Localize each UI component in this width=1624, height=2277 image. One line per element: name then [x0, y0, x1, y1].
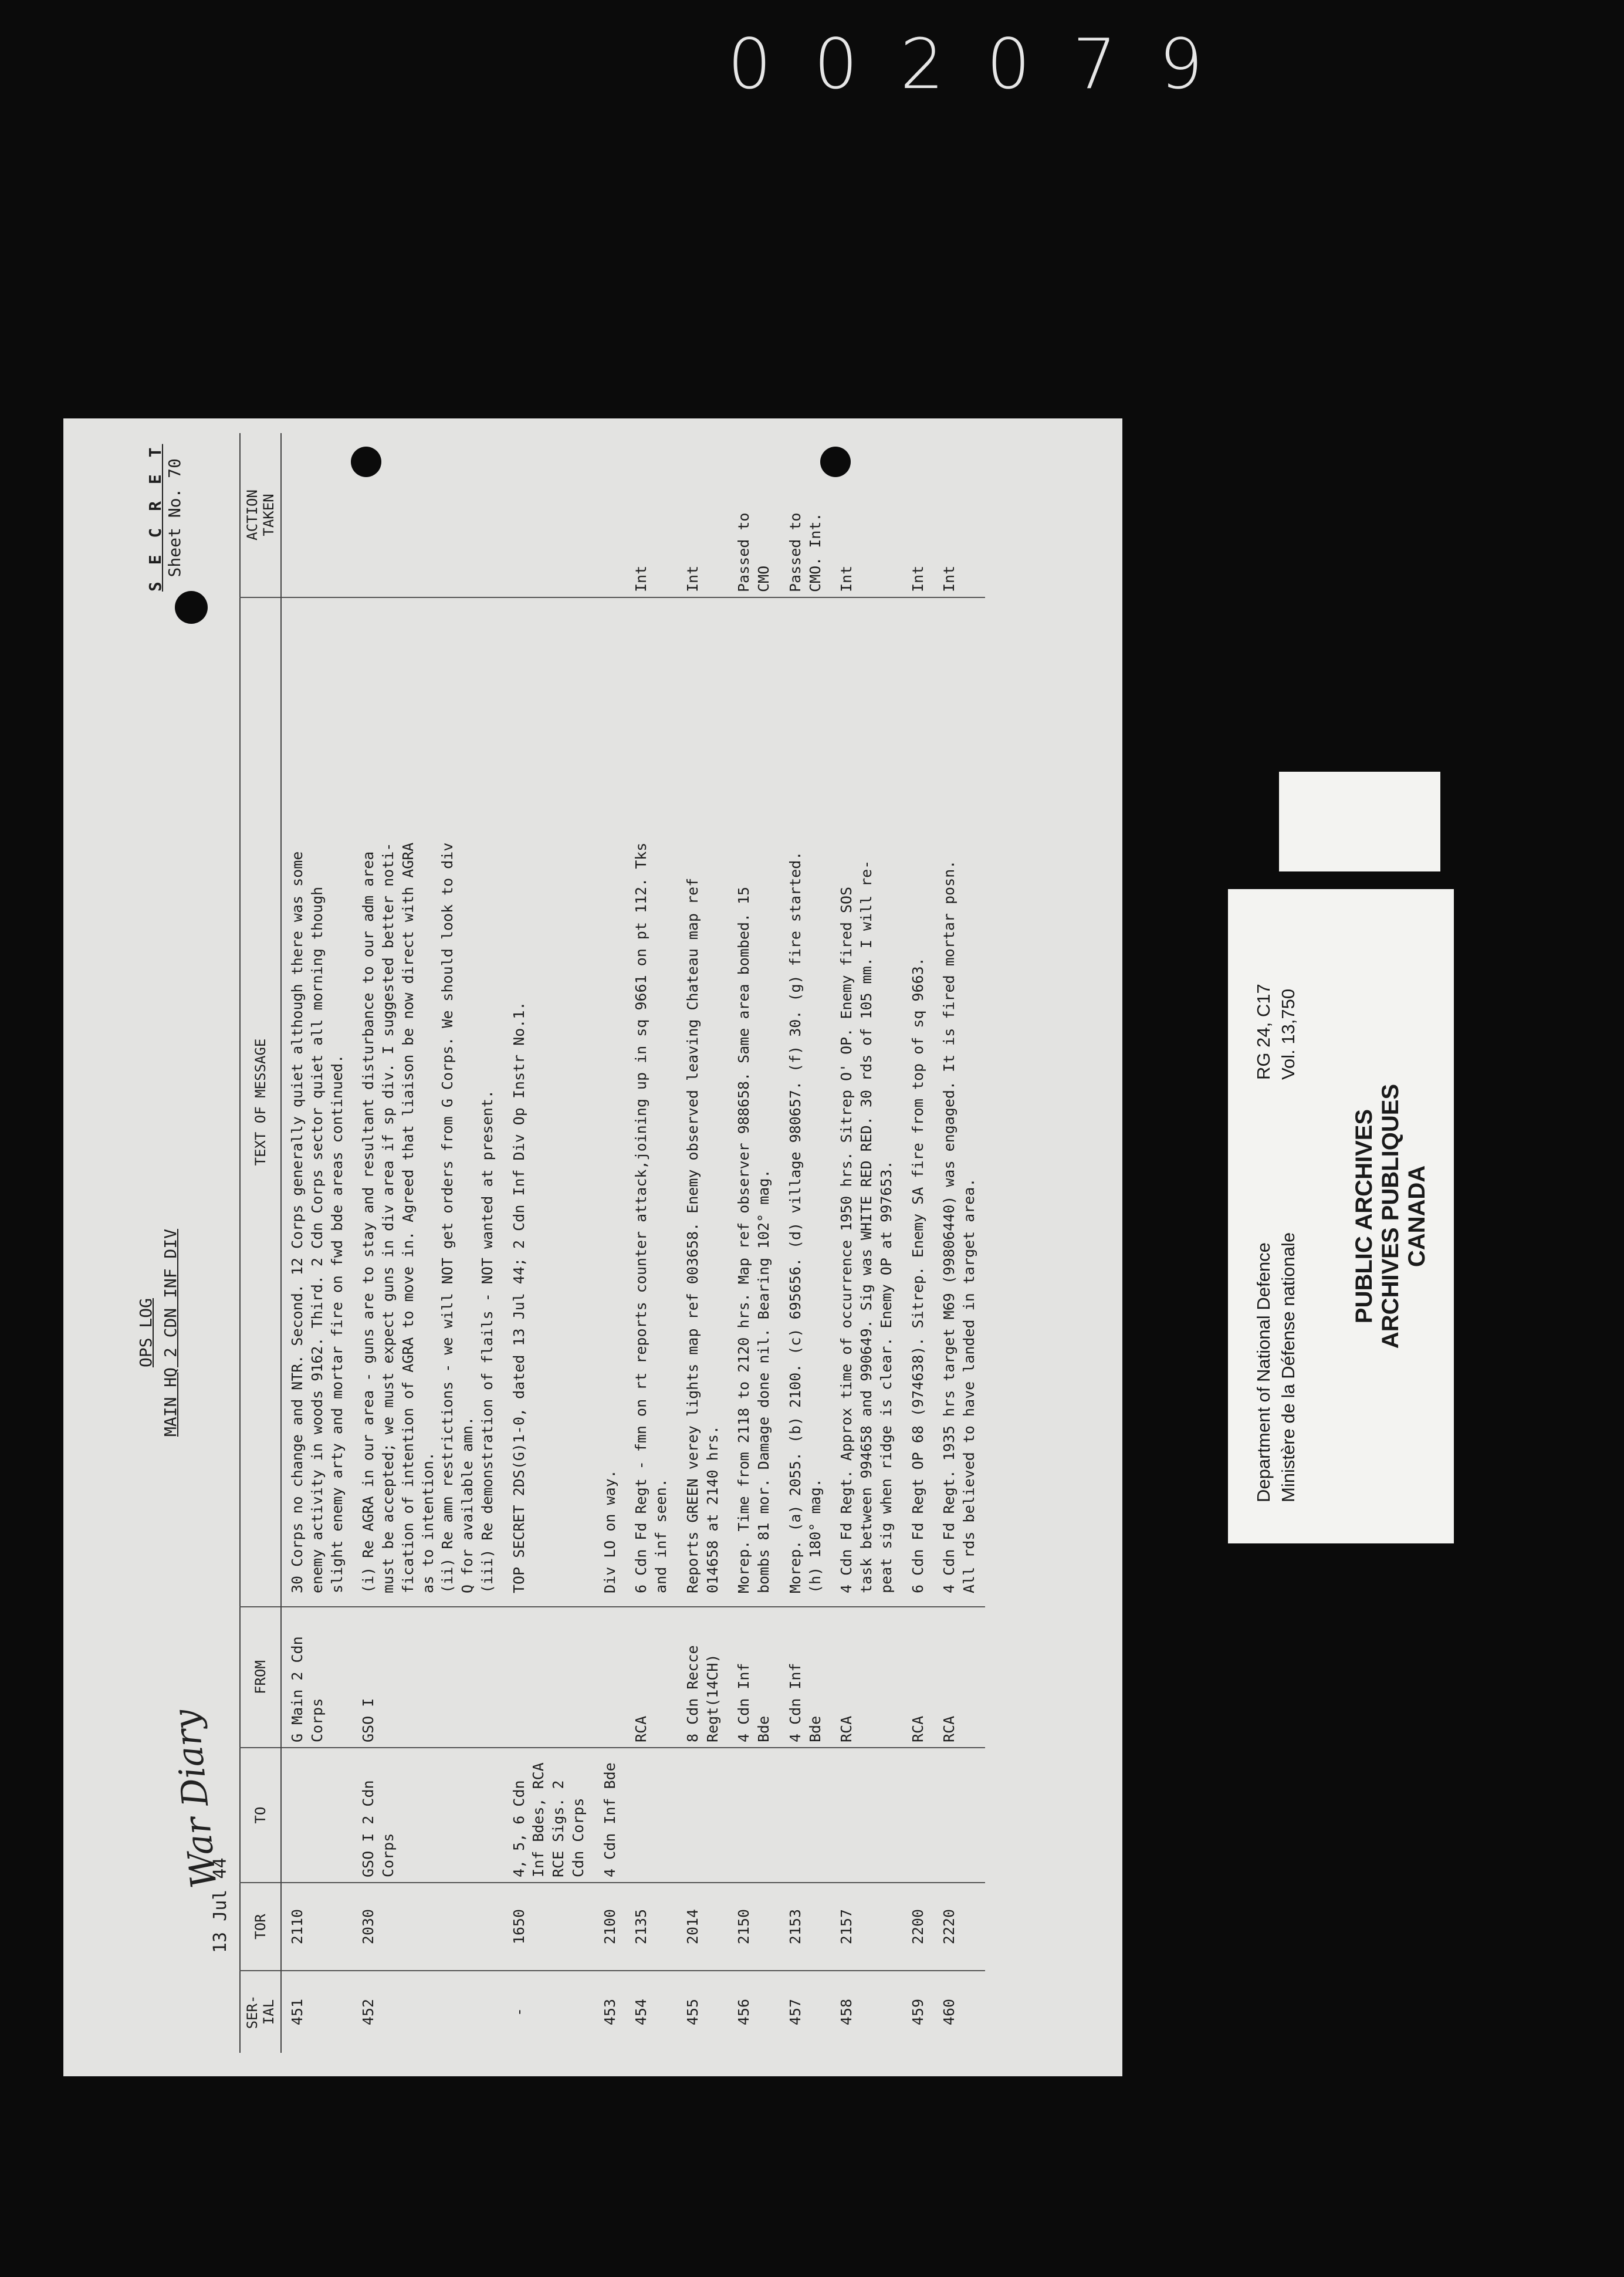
- cell-to: [625, 1748, 677, 1883]
- cell-tor: 1650: [503, 1883, 594, 1971]
- cell-tor: 2030: [353, 1883, 503, 1971]
- cell-from: 4 Cdn Inf Bde: [780, 1607, 831, 1748]
- ops-log-body: [281, 433, 985, 2053]
- cell-action: Int: [838, 565, 855, 592]
- cell-from: RCA: [625, 1607, 677, 1748]
- cell-from: [503, 1607, 594, 1748]
- log-date: 13 Jul 44: [210, 1857, 231, 1953]
- table-row: [503, 433, 594, 2053]
- cell-serial: 454: [625, 1971, 677, 2053]
- cell-action: Int: [940, 565, 958, 592]
- archive-reference: [1251, 984, 1301, 1080]
- cell-to: [281, 1748, 353, 1883]
- cell-message: 6 Cdn Fd Regt - fmn on rt reports counter attack,joining up in sq 9661 on pt 112. Tks and inf seen.: [625, 597, 677, 1607]
- cell-tor: 2150: [728, 1883, 780, 1971]
- cell-tor: 2200: [902, 1883, 934, 1971]
- cell-to: GSO I 2 Cdn Corps: [353, 1748, 503, 1883]
- table-row: [677, 433, 729, 2053]
- archive-stamp-text: [1228, 889, 1454, 1543]
- cell-message: Div LO on way.: [594, 597, 626, 1607]
- cell-action: [594, 433, 626, 597]
- cell-action: [503, 433, 594, 597]
- cell-serial: 456: [728, 1971, 780, 2053]
- cell-from: G Main 2 Cdn Corps: [281, 1607, 353, 1748]
- cell-tor: 2100: [594, 1883, 626, 1971]
- table-row: [780, 433, 831, 2053]
- cell-message: 4 Cdn Fd Regt. Approx time of occurrence 1950 hrs. Sitrep O' OP. Enemy fired SOS task between 994658 and 990649. Sig was WHITE RED RED. 30 rds of 105 mm. I will re- peat sig when ridge is clear. Enemy OP at 997653.: [831, 597, 902, 1607]
- cell-message: 6 Cdn Fd Regt OP 68 (974638). Sitrep. Enemy SA fire from top of sq 9663.: [902, 597, 934, 1607]
- cell-message: Morep. Time from 2118 to 2120 hrs. Map ref observer 988658. Same area bombed. 15 bombs 81 mor. Damage done nil. Bearing 102° mag.: [728, 597, 780, 1607]
- cell-tor: 2220: [933, 1883, 985, 1971]
- cell-from: [594, 1607, 626, 1748]
- table-row: [933, 433, 985, 2053]
- archive-name-country: CANADA: [1403, 1165, 1430, 1268]
- log-title-line1: OPS LOG: [136, 1298, 155, 1367]
- cell-from: GSO I: [353, 1607, 503, 1748]
- cell-message: Reports GREEN verey lights map ref 003658. Enemy observed leaving Chateau map ref 014658 at 2140 hrs.: [677, 597, 729, 1607]
- column-header-from: FROM: [240, 1607, 281, 1748]
- ops-log-table: [239, 433, 985, 2053]
- ops-log-rotated-content: [63, 418, 1122, 2076]
- cell-action: Passed to CMO. Int.: [786, 512, 824, 592]
- column-header-to: TO: [240, 1748, 281, 1883]
- cell-action: Int: [684, 565, 701, 592]
- table-row: [902, 433, 934, 2053]
- cell-to: [780, 1748, 831, 1883]
- archive-ref-rg: RG 24, C17: [1253, 984, 1274, 1080]
- cell-tor: 2014: [677, 1883, 729, 1971]
- column-header-tor: TOR: [240, 1883, 281, 1971]
- cell-serial: 460: [933, 1971, 985, 2053]
- table-row: [594, 433, 626, 2053]
- log-title: [134, 1229, 183, 1437]
- handwritten-note: War Diary: [165, 1707, 225, 1890]
- cell-action: Int: [632, 565, 650, 592]
- archive-name-en: PUBLIC ARCHIVES: [1351, 1109, 1377, 1324]
- archive-name: [1351, 889, 1430, 1543]
- cell-from: RCA: [831, 1607, 902, 1748]
- column-header-serial: SER- IAL: [240, 1971, 281, 2053]
- punch-hole: [820, 447, 851, 477]
- cell-message: TOP SECRET 2DS(G)1-0, dated 13 Jul 44; 2 Cdn Inf Div Op Instr No.1.: [503, 597, 594, 1607]
- cell-from: RCA: [902, 1607, 934, 1748]
- archive-dept-fr: Ministère de la Défense nationale: [1277, 1232, 1298, 1502]
- cell-message: 4 Cdn Fd Regt. 1935 hrs target M69 (99806440) was engaged. It is fired mortar posn. All rds believed to have landed in target area.: [933, 597, 985, 1607]
- cell-tor: 2110: [281, 1883, 353, 1971]
- cell-serial: 458: [831, 1971, 902, 2053]
- classification-label: S E C R E T: [146, 444, 165, 592]
- archive-department: [1251, 1232, 1301, 1502]
- cell-tor: 2157: [831, 1883, 902, 1971]
- cell-to: [677, 1748, 729, 1883]
- cell-serial: 459: [902, 1971, 934, 2053]
- sheet-number: Sheet No. 70: [165, 458, 184, 577]
- table-row: [831, 433, 902, 2053]
- cell-serial: 455: [677, 1971, 729, 2053]
- table-row: [625, 433, 677, 2053]
- cell-serial: 457: [780, 1971, 831, 2053]
- punch-hole: [175, 591, 208, 624]
- cell-serial: 452: [353, 1971, 503, 2053]
- cell-from: RCA: [933, 1607, 985, 1748]
- classification-block: [146, 444, 184, 592]
- cell-to: 4, 5, 6 Cdn Inf Bdes, RCA RCE Sigs. 2 Cdn Corps: [503, 1748, 594, 1883]
- cell-from: 8 Cdn Recce Regt(14CH): [677, 1607, 729, 1748]
- cell-action: Int: [909, 565, 926, 592]
- cell-to: [831, 1748, 902, 1883]
- table-row: [353, 433, 503, 2053]
- cell-serial: 451: [281, 1971, 353, 2053]
- cell-tor: 2153: [780, 1883, 831, 1971]
- cell-to: [728, 1748, 780, 1883]
- cell-serial: -: [503, 1971, 594, 2053]
- archive-ref-vol: Vol. 13,750: [1277, 988, 1298, 1080]
- table-row: [281, 433, 353, 2053]
- cell-serial: 453: [594, 1971, 626, 2053]
- cell-action: Passed to CMO: [735, 512, 772, 592]
- cell-to: 4 Cdn Inf Bde: [594, 1748, 626, 1883]
- cell-to: [902, 1748, 934, 1883]
- table-header-row: [240, 433, 281, 2053]
- ops-log-page: [63, 418, 1122, 2076]
- cell-message: (i) Re AGRA in our area - guns are to stay and resultant disturbance to our adm area must be accepted; we must expect guns in div area if sp div. I suggested better noti- fication of intention of AGRA to move in. Agreed that liaison be now direct with AGRA as to intention. (ii) Re amn restrictions - we will NOT get orders from G Corps. We should look to div Q for available amn. (iii) Re demonstration of flails - NOT wanted at present.: [353, 597, 503, 1607]
- cell-action: [281, 433, 353, 597]
- archive-dept-en: Department of National Defence: [1253, 1242, 1274, 1502]
- archive-stamp-tab: [1279, 772, 1440, 871]
- cell-tor: 2135: [625, 1883, 677, 1971]
- cell-message: Morep. (a) 2055. (b) 2100. (c) 695656. (d) village 980657. (f) 30. (g) fire started. (h) 180° mag.: [780, 597, 831, 1607]
- column-header-action: ACTION TAKEN: [240, 433, 281, 597]
- log-title-line2: MAIN HQ 2 CDN INF DIV: [161, 1228, 180, 1437]
- cell-message: 30 Corps no change and NTR. Second. 12 Corps generally quiet although there was some enemy activity in woods 9162. Third. 2 Cdn Corps sector quiet all morning though slight enemy arty and mortar fire on fwd bde areas continued.: [281, 597, 353, 1607]
- table-row: [728, 433, 780, 2053]
- punch-hole: [351, 447, 381, 477]
- cell-from: 4 Cdn Inf Bde: [728, 1607, 780, 1748]
- archive-name-fr: ARCHIVES PUBLIQUES: [1377, 1083, 1403, 1349]
- frame-number: 002079: [728, 23, 1246, 104]
- cell-to: [933, 1748, 985, 1883]
- column-header-text: TEXT OF MESSAGE: [240, 597, 281, 1607]
